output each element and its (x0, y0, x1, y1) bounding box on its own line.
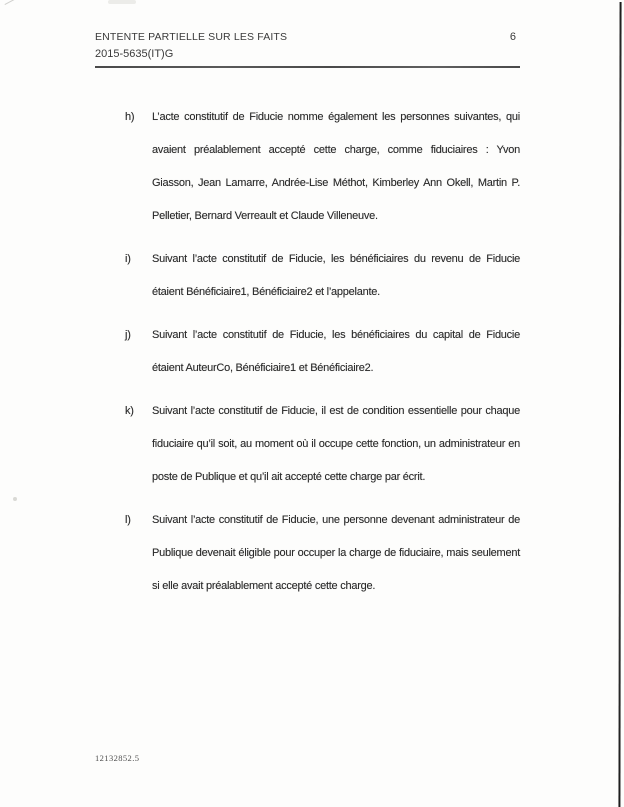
paragraph-k (125, 395, 520, 494)
page-header (95, 31, 520, 68)
paragraph-label: j) (125, 329, 131, 341)
header-divider (95, 66, 520, 68)
document-title: ENTENTE PARTIELLE SUR LES FAITS (95, 31, 288, 43)
paragraph-i (125, 243, 520, 309)
document-body (125, 101, 520, 613)
header-row (95, 31, 520, 43)
paragraph-text: Suivant l’acte constitutif de Fiducie, les bénéficiaires du revenu de Fiducie étaient Bénéficiaire1, Bénéficiaire2 et l’appelante. (152, 253, 520, 298)
paragraph-text: Suivant l’acte constitutif de Fiducie, les bénéficiaires du capital de Fiducie étaient AuteurCo, Bénéficiaire1 et Bénéficiaire2. (152, 329, 520, 374)
document-footer-number: 12132852.5 (95, 753, 140, 763)
paragraph-label: h) (125, 111, 135, 123)
case-number: 2015-5635(IT)G (95, 48, 174, 60)
paragraph-j (125, 319, 520, 385)
scan-artifact (5, 0, 17, 5)
scan-artifact (13, 497, 17, 501)
paragraph-text: Suivant l’acte constitutif de Fiducie, une personne devenant administrateur de Publique devenait éligible pour occuper la charge de fiduciaire, mais seulement si elle avait préalablement accepté cette charge. (152, 514, 520, 592)
paragraph-label: k) (125, 405, 134, 417)
scan-edge-line (618, 2, 621, 807)
paragraph-text: L’acte constitutif de Fiducie nomme également les personnes suivantes, qui avaient préalablement accepté cette charge, comme fiduciaires : Yvon Giasson, Jean Lamarre, Andrée-Lise Méthot, Kimberley Ann Okell, Martin P. Pelletier, Bernard Verreault et Claude Villeneuve. (152, 111, 520, 222)
paragraph-label: i) (125, 253, 131, 265)
paragraph-text: Suivant l’acte constitutif de Fiducie, il est de condition essentielle pour chaque fiduciaire qu’il soit, au moment où il occupe cette fonction, un administrateur en poste de Publique et qu’il ait accepté cette charge par écrit. (152, 405, 520, 483)
scan-artifact (108, 0, 136, 4)
paragraph-label: l) (125, 514, 131, 526)
page-number: 6 (509, 31, 516, 43)
paragraph-l (125, 504, 520, 603)
paragraph-h (125, 101, 520, 233)
